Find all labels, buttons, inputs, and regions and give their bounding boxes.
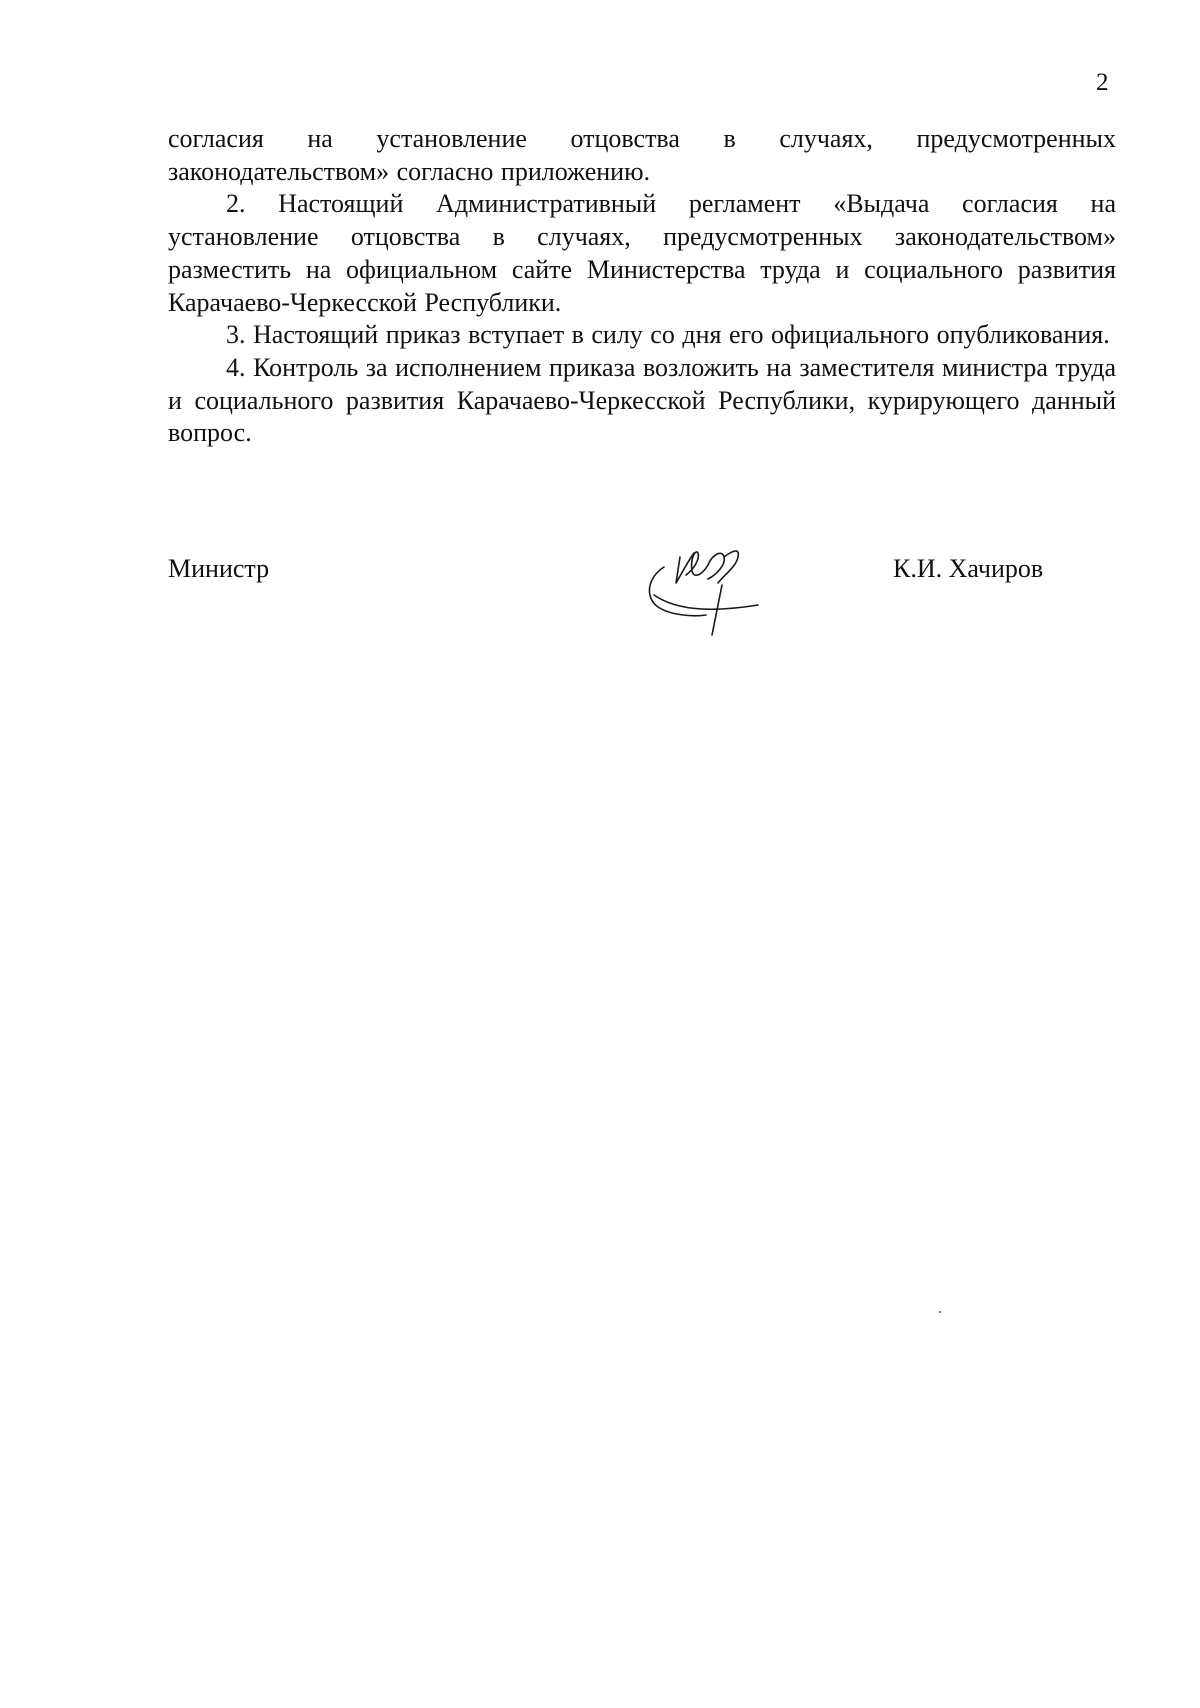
- signature-block: [0, 545, 1200, 665]
- signatory-position: Министр: [168, 554, 270, 583]
- document-body: [168, 123, 1116, 450]
- paragraph-2: 2. Настоящий Административный регламент «Выдача согласия на установление отцовства в случаях, предусмотренных законодательством» разместить на официальном сайте Министерства труда и социального развития Карачаево-Черкесской Республики.: [168, 189, 1116, 317]
- paragraph-4: 4. Контроль за исполнением приказа возложить на заместителя министра труда и социального развития Карачаево-Черкесской Республики, курирующего данный вопрос.: [168, 352, 1116, 448]
- handwritten-signature: [640, 545, 770, 655]
- page-number: 2: [1096, 69, 1109, 96]
- paragraph-3: 3. Настоящий приказ вступает в силу со дня его официального опубликования.: [226, 320, 1110, 350]
- signatory-name: К.И. Хачиров: [893, 554, 1044, 583]
- paragraph-1-continuation: согласия на установление отцовства в случаях, предусмотренных законодательством» согласно приложению.: [168, 124, 1116, 186]
- scan-speck: [939, 1311, 941, 1313]
